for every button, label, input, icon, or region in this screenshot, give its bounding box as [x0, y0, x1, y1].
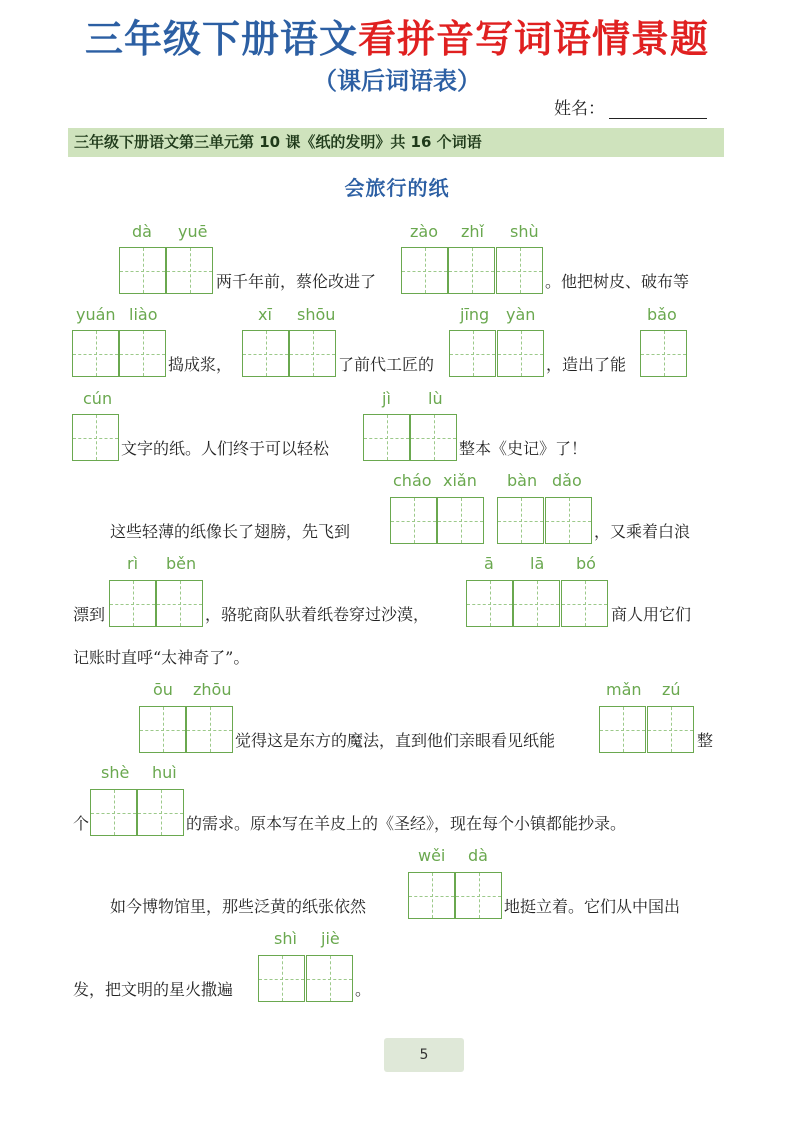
story-text: 。 [355, 980, 372, 999]
writing-grid-box[interactable] [166, 247, 213, 294]
pinyin-label: bàn [507, 471, 538, 490]
writing-grid-box[interactable] [513, 580, 560, 627]
page-number: 5 [384, 1038, 464, 1072]
pinyin-label: yàn [506, 305, 536, 324]
writing-grid-box[interactable] [437, 497, 484, 544]
pinyin-label: huì [152, 763, 177, 782]
pinyin-label: shù [510, 222, 539, 241]
story-title: 会旅行的纸 [344, 176, 450, 200]
pinyin-label: yuē [178, 222, 208, 241]
story-text: 发，把文明的星火撒遍 [73, 980, 234, 999]
pinyin-label: shì [274, 929, 297, 948]
pinyin-label: zhōu [193, 680, 232, 699]
story-text: 觉得这是东方的魔法，直到他们亲眼看见纸能 [235, 731, 556, 750]
story-text: 个 [73, 814, 90, 833]
pinyin-label: shōu [297, 305, 336, 324]
story-text: 整 [697, 731, 714, 750]
writing-grid-box[interactable] [390, 497, 437, 544]
story-text: 了前代工匠的 [338, 355, 435, 374]
writing-grid-box[interactable] [72, 330, 119, 377]
page-subtitle: （课后词语表） [313, 67, 481, 95]
title-red-part: 看拼音写词语情景题 [358, 17, 710, 61]
pinyin-label: wěi [418, 846, 446, 865]
story-text: 文字的纸。人们终于可以轻松 [121, 439, 330, 458]
writing-grid-box[interactable] [599, 706, 646, 753]
story-text: ，又乘着白浪 [594, 522, 691, 541]
story-text: 的需求。原本写在羊皮上的《圣经》，现在每个小镇都能抄录。 [186, 814, 627, 833]
name-label: 姓名： [554, 99, 605, 119]
writing-grid-box[interactable] [363, 414, 410, 461]
writing-grid-box[interactable] [72, 414, 119, 461]
pinyin-label: bó [576, 554, 596, 573]
story-text: ，造出了能 [546, 355, 627, 374]
writing-grid-box[interactable] [448, 247, 495, 294]
pinyin-label: cún [83, 389, 113, 408]
pinyin-label: zào [410, 222, 438, 241]
pinyin-label: xiǎn [443, 471, 477, 490]
story-text: 这些轻薄的纸像长了翅膀，先飞到 [110, 522, 351, 541]
pinyin-label: bǎo [647, 305, 677, 324]
story-text: ，骆驼商队驮着纸卷穿过沙漠， [205, 605, 430, 624]
pinyin-label: xī [258, 305, 272, 324]
pinyin-label: dǎo [552, 471, 582, 490]
writing-grid-box[interactable] [258, 955, 305, 1002]
pinyin-label: jiè [321, 929, 340, 948]
writing-grid-box[interactable] [410, 414, 457, 461]
writing-grid-box[interactable] [306, 955, 353, 1002]
writing-grid-box[interactable] [497, 330, 544, 377]
lesson-heading: 三年级下册语文第三单元第 10 课《纸的发明》共 16 个词语 [68, 128, 724, 157]
writing-grid-box[interactable] [449, 330, 496, 377]
pinyin-label: lù [428, 389, 443, 408]
writing-grid-box[interactable] [137, 789, 184, 836]
story-text: 如今博物馆里，那些泛黄的纸张依然 [110, 897, 367, 916]
writing-grid-box[interactable] [647, 706, 694, 753]
writing-grid-box[interactable] [119, 247, 166, 294]
writing-grid-box[interactable] [455, 872, 502, 919]
page-title [0, 14, 794, 64]
writing-grid-box[interactable] [640, 330, 687, 377]
pinyin-label: dà [468, 846, 488, 865]
story-text: 记账时直呼“太神奇了”。 [73, 648, 250, 667]
pinyin-label: mǎn [606, 680, 642, 699]
writing-grid-box[interactable] [561, 580, 608, 627]
pinyin-label: ā [484, 554, 494, 573]
pinyin-label: jīng [460, 305, 490, 324]
writing-grid-box[interactable] [139, 706, 186, 753]
story-text: 捣成浆， [168, 355, 233, 374]
pinyin-label: yuán [76, 305, 116, 324]
pinyin-label: rì [127, 554, 139, 573]
writing-grid-box[interactable] [242, 330, 289, 377]
writing-grid-box[interactable] [109, 580, 156, 627]
story-text: 整本《史记》了！ [459, 439, 588, 458]
pinyin-label: zhǐ [461, 222, 484, 241]
writing-grid-box[interactable] [496, 247, 543, 294]
writing-grid-box[interactable] [289, 330, 336, 377]
title-blue-part: 三年级下册语文 [84, 17, 358, 61]
story-text: 地挺立着。它们从中国出 [504, 897, 681, 916]
pinyin-label: zú [662, 680, 681, 699]
pinyin-label: shè [101, 763, 130, 782]
writing-grid-box[interactable] [186, 706, 233, 753]
story-text: 漂到 [73, 605, 106, 624]
writing-grid-box[interactable] [119, 330, 166, 377]
story-text: 商人用它们 [611, 605, 692, 624]
story-text: 两千年前，蔡伦改进了 [216, 272, 377, 291]
name-field [554, 94, 707, 119]
pinyin-label: dà [132, 222, 152, 241]
writing-grid-box[interactable] [466, 580, 513, 627]
writing-grid-box[interactable] [497, 497, 544, 544]
pinyin-label: ōu [153, 680, 173, 699]
pinyin-label: cháo [393, 471, 432, 490]
writing-grid-box[interactable] [401, 247, 448, 294]
writing-grid-box[interactable] [408, 872, 455, 919]
pinyin-label: běn [166, 554, 197, 573]
story-text: 。他把树皮、破布等 [545, 272, 690, 291]
pinyin-label: jì [382, 389, 391, 408]
writing-grid-box[interactable] [156, 580, 203, 627]
writing-grid-box[interactable] [90, 789, 137, 836]
pinyin-label: liào [129, 305, 158, 324]
name-blank-line[interactable] [609, 98, 707, 119]
writing-grid-box[interactable] [545, 497, 592, 544]
pinyin-label: lā [530, 554, 545, 573]
